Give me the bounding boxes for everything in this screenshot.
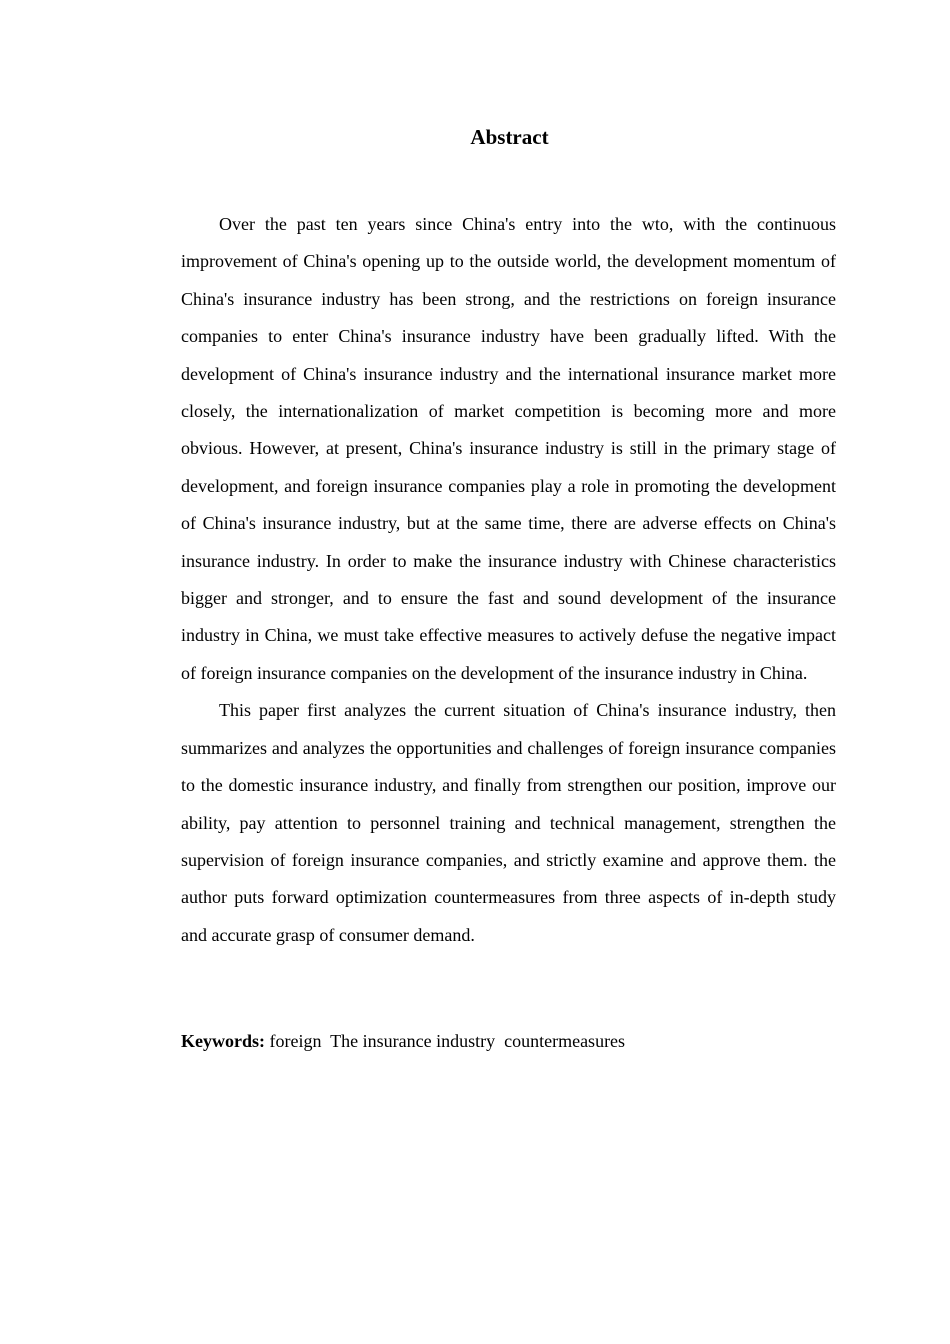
abstract-paragraph-2: This paper first analyzes the current situation of China's insurance industry, then summarizes and analyzes the opportunities and challenges of foreign insurance companies to the domestic insurance industry, and finally from strengthen our position, improve our ability, pay attention to personnel training and technical management, strengthen the supervision of foreign insurance companies, and strictly examine and approve them. the author puts forward optimization countermeasures from three aspects of in-depth study and accurate grasp of consumer demand. [181, 700, 836, 945]
keywords-label: Keywords: [181, 1031, 265, 1051]
abstract-body [181, 206, 836, 954]
keywords-line [181, 1023, 836, 1060]
abstract-title: Abstract [470, 125, 549, 149]
abstract-paragraph-1: Over the past ten years since China's entry into the wto, with the continuous improvement of China's opening up to the outside world, the development momentum of China's insurance industry has been strong, and the restrictions on foreign insurance companies to enter China's insurance industry have been gradually lifted. With the development of China's insurance industry and the international insurance market more closely, the internationalization of market competition is becoming more and more obvious. However, at present, China's insurance industry is still in the primary stage of development, and foreign insurance companies play a role in promoting the development of China's insurance industry, but at the same time, there are adverse effects on China's insurance industry. In order to make the insurance industry with Chinese characteristics bigger and stronger, and to ensure the fast and sound development of the insurance industry in China, we must take effective measures to actively defuse the negative impact of foreign insurance companies on the development of the insurance industry in China. [181, 214, 836, 683]
keywords-value: foreign The insurance industry countermeasures [265, 1031, 626, 1051]
